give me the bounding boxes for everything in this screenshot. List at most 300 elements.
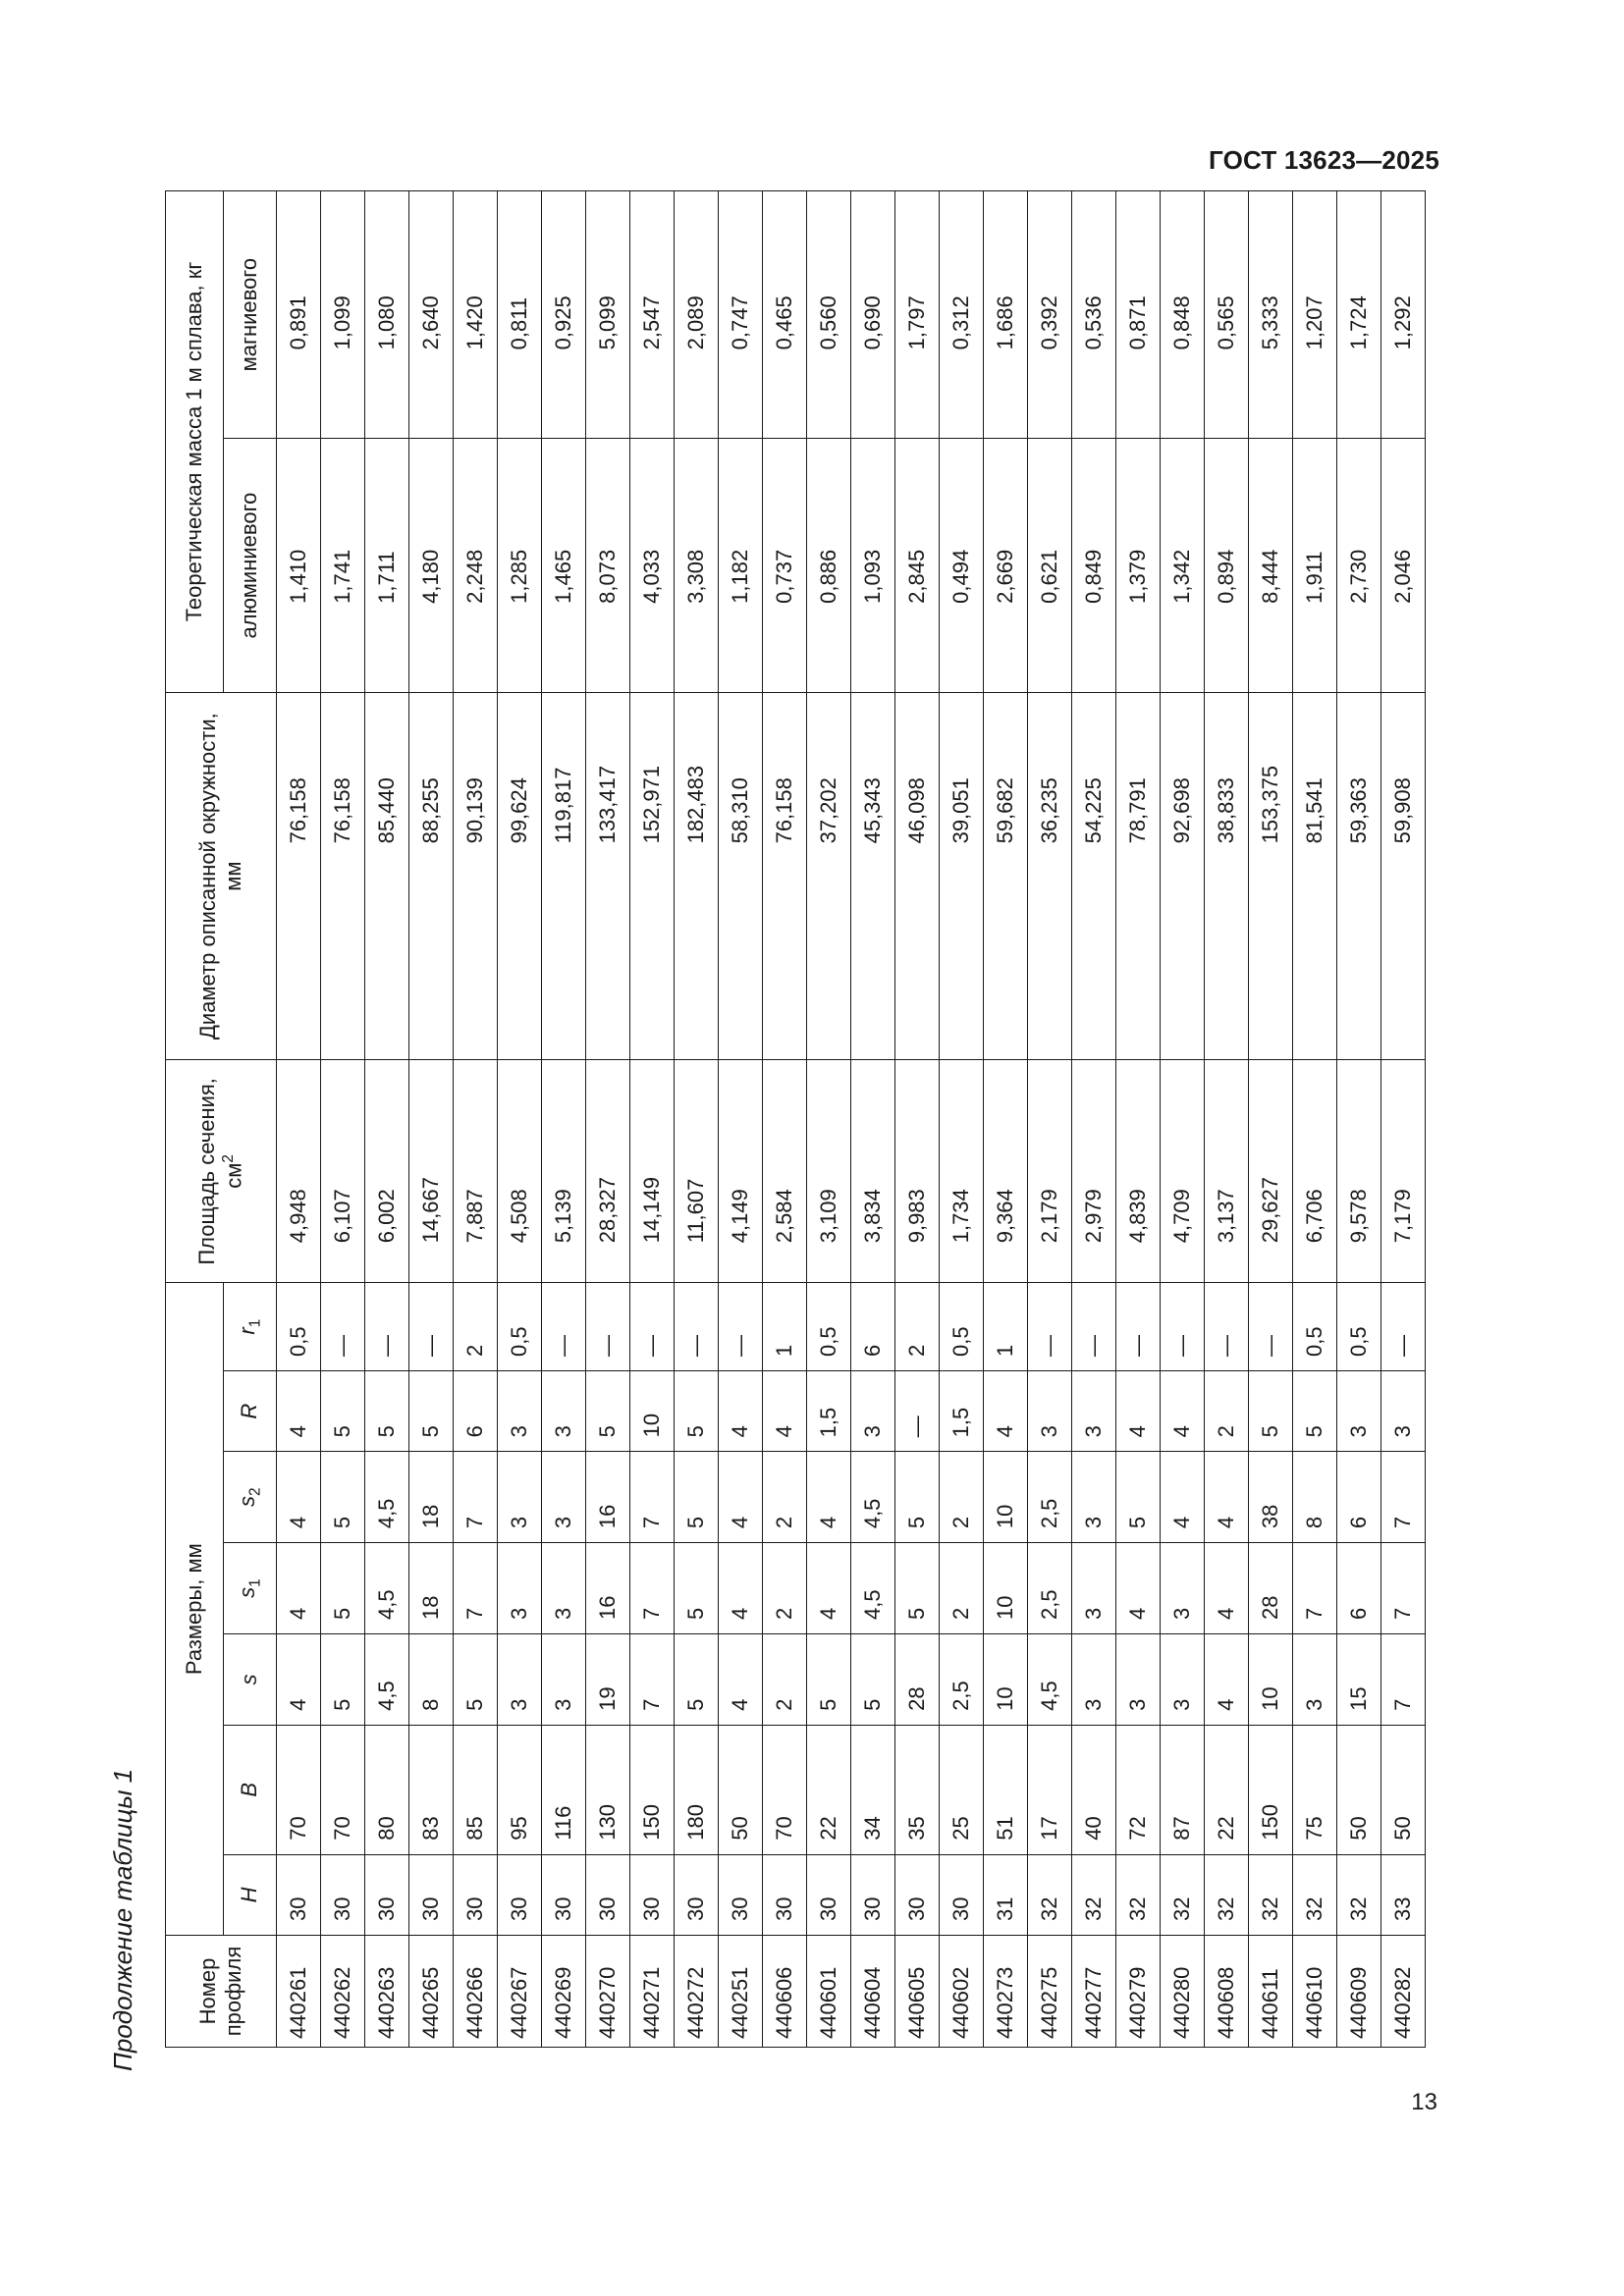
cell-H: 32 xyxy=(1205,1854,1249,1935)
cell-R: 5 xyxy=(409,1371,454,1452)
cell-H: 32 xyxy=(1072,1854,1116,1935)
table-row xyxy=(542,191,586,2048)
cell-s2: 3 xyxy=(498,1452,542,1543)
cell-aluminium: 0,621 xyxy=(1028,439,1072,693)
cell-r1: — xyxy=(365,1283,409,1371)
cell-magnesium: 0,690 xyxy=(851,191,895,439)
cell-s2: 4 xyxy=(277,1452,321,1543)
cell-aluminium: 0,886 xyxy=(807,439,851,693)
cell-s2: 4,5 xyxy=(851,1452,895,1543)
cell-magnesium: 0,891 xyxy=(277,191,321,439)
cell-R: 3 xyxy=(1381,1371,1426,1452)
header-s2-sub: 2 xyxy=(246,1487,264,1497)
header-R-text: R xyxy=(237,1403,262,1419)
cell-area: 28,327 xyxy=(586,1060,630,1283)
cell-R: 5 xyxy=(321,1371,365,1452)
cell-s1: 10 xyxy=(984,1543,1028,1634)
cell-s: 4,5 xyxy=(1028,1634,1072,1726)
cell-magnesium: 0,747 xyxy=(719,191,763,439)
cell-magnesium: 0,565 xyxy=(1205,191,1249,439)
cell-B: 35 xyxy=(895,1725,940,1854)
header-area xyxy=(166,1060,277,1283)
cell-s1: 7 xyxy=(454,1543,498,1634)
cell-profile: 440608 xyxy=(1205,1936,1249,2048)
cell-diameter: 59,908 xyxy=(1381,692,1426,1060)
cell-R: 4 xyxy=(763,1371,807,1452)
cell-r1: — xyxy=(409,1283,454,1371)
cell-s1: 3 xyxy=(1161,1543,1205,1634)
cell-area: 9,983 xyxy=(895,1060,940,1283)
cell-diameter: 38,833 xyxy=(1205,692,1249,1060)
cell-s: 3 xyxy=(1072,1634,1116,1726)
header-s-text: s xyxy=(237,1674,262,1685)
cell-aluminium: 2,730 xyxy=(1337,439,1381,693)
cell-B: 51 xyxy=(984,1725,1028,1854)
header-r1-text: r xyxy=(235,1327,260,1335)
cell-r1: — xyxy=(630,1283,675,1371)
table-row xyxy=(1337,191,1381,2048)
cell-profile: 440261 xyxy=(277,1936,321,2048)
cell-area: 29,627 xyxy=(1249,1060,1293,1283)
table-row xyxy=(1205,191,1249,2048)
cell-s2: 3 xyxy=(542,1452,586,1543)
cell-diameter: 119,817 xyxy=(542,692,586,1060)
cell-profile: 440270 xyxy=(586,1936,630,2048)
cell-profile: 440277 xyxy=(1072,1936,1116,2048)
table-row xyxy=(409,191,454,2048)
cell-magnesium: 1,080 xyxy=(365,191,409,439)
cell-s2: 5 xyxy=(895,1452,940,1543)
cell-R: 4 xyxy=(984,1371,1028,1452)
cell-profile: 440271 xyxy=(630,1936,675,2048)
cell-r1: 0,5 xyxy=(277,1283,321,1371)
table-caption: Продолжение таблицы 1 xyxy=(108,1768,137,2071)
cell-R: 3 xyxy=(851,1371,895,1452)
cell-s: 7 xyxy=(630,1634,675,1726)
cell-H: 32 xyxy=(1116,1854,1161,1935)
header-profile-number: Номер профиля xyxy=(166,1936,277,2048)
cell-profile: 440279 xyxy=(1116,1936,1161,2048)
cell-r1: — xyxy=(586,1283,630,1371)
cell-area: 9,578 xyxy=(1337,1060,1381,1283)
cell-r1: — xyxy=(1161,1283,1205,1371)
cell-R: 5 xyxy=(365,1371,409,1452)
cell-aluminium: 3,308 xyxy=(675,439,719,693)
cell-s1: 4 xyxy=(1116,1543,1161,1634)
document-code: ГОСТ 13623—2025 xyxy=(1209,145,1439,175)
cell-s2: 4 xyxy=(719,1452,763,1543)
cell-s1: 4,5 xyxy=(365,1543,409,1634)
cell-magnesium: 2,089 xyxy=(675,191,719,439)
cell-s: 8 xyxy=(409,1634,454,1726)
cell-r1: 1 xyxy=(763,1283,807,1371)
cell-area: 5,139 xyxy=(542,1060,586,1283)
cell-diameter: 133,417 xyxy=(586,692,630,1060)
cell-s: 5 xyxy=(454,1634,498,1726)
cell-r1: — xyxy=(1381,1283,1426,1371)
cell-B: 150 xyxy=(630,1725,675,1854)
cell-B: 72 xyxy=(1116,1725,1161,1854)
cell-magnesium: 0,465 xyxy=(763,191,807,439)
cell-profile: 440280 xyxy=(1161,1936,1205,2048)
cell-s: 3 xyxy=(498,1634,542,1726)
cell-area: 6,107 xyxy=(321,1060,365,1283)
cell-diameter: 58,310 xyxy=(719,692,763,1060)
cell-aluminium: 1,741 xyxy=(321,439,365,693)
cell-aluminium: 0,894 xyxy=(1205,439,1249,693)
cell-area: 4,709 xyxy=(1161,1060,1205,1283)
cell-area: 7,887 xyxy=(454,1060,498,1283)
header-s1-text: s xyxy=(235,1586,260,1598)
cell-R: 3 xyxy=(1028,1371,1072,1452)
header-H-text: H xyxy=(237,1887,262,1903)
header-s2-text: s xyxy=(235,1496,260,1508)
cell-diameter: 54,225 xyxy=(1072,692,1116,1060)
cell-r1: 2 xyxy=(454,1283,498,1371)
cell-B: 25 xyxy=(940,1725,984,1854)
cell-s2: 10 xyxy=(984,1452,1028,1543)
cell-H: 30 xyxy=(321,1854,365,1935)
cell-s1: 4 xyxy=(277,1543,321,1634)
header-R xyxy=(224,1371,277,1452)
cell-R: 1,5 xyxy=(807,1371,851,1452)
cell-s1: 5 xyxy=(321,1543,365,1634)
cell-R: 3 xyxy=(542,1371,586,1452)
cell-profile: 440609 xyxy=(1337,1936,1381,2048)
cell-R: 4 xyxy=(1116,1371,1161,1452)
cell-s1: 3 xyxy=(498,1543,542,1634)
cell-B: 116 xyxy=(542,1725,586,1854)
table-row xyxy=(851,191,895,2048)
cell-aluminium: 1,410 xyxy=(277,439,321,693)
cell-s: 3 xyxy=(1293,1634,1337,1726)
cell-profile: 440251 xyxy=(719,1936,763,2048)
cell-diameter: 85,440 xyxy=(365,692,409,1060)
cell-B: 95 xyxy=(498,1725,542,1854)
cell-s1: 7 xyxy=(630,1543,675,1634)
cell-s1: 7 xyxy=(1293,1543,1337,1634)
cell-H: 30 xyxy=(277,1854,321,1935)
cell-r1: — xyxy=(1028,1283,1072,1371)
cell-s2: 4 xyxy=(807,1452,851,1543)
cell-H: 30 xyxy=(719,1854,763,1935)
cell-aluminium: 8,444 xyxy=(1249,439,1293,693)
cell-diameter: 76,158 xyxy=(763,692,807,1060)
cell-area: 6,002 xyxy=(365,1060,409,1283)
cell-aluminium: 1,093 xyxy=(851,439,895,693)
cell-R: 3 xyxy=(1072,1371,1116,1452)
cell-r1: — xyxy=(719,1283,763,1371)
cell-B: 70 xyxy=(277,1725,321,1854)
table-row xyxy=(807,191,851,2048)
cell-R: 5 xyxy=(675,1371,719,1452)
cell-B: 70 xyxy=(763,1725,807,1854)
cell-diameter: 45,343 xyxy=(851,692,895,1060)
cell-s2: 18 xyxy=(409,1452,454,1543)
cell-diameter: 76,158 xyxy=(321,692,365,1060)
cell-s: 28 xyxy=(895,1634,940,1726)
cell-profile: 440273 xyxy=(984,1936,1028,2048)
cell-R: 10 xyxy=(630,1371,675,1452)
cell-area: 1,734 xyxy=(940,1060,984,1283)
cell-area: 14,667 xyxy=(409,1060,454,1283)
cell-H: 32 xyxy=(1293,1854,1337,1935)
cell-profile: 440266 xyxy=(454,1936,498,2048)
cell-magnesium: 2,547 xyxy=(630,191,675,439)
cell-s2: 8 xyxy=(1293,1452,1337,1543)
header-s2 xyxy=(224,1452,277,1543)
table-row xyxy=(675,191,719,2048)
cell-B: 130 xyxy=(586,1725,630,1854)
cell-profile: 440602 xyxy=(940,1936,984,2048)
cell-magnesium: 1,099 xyxy=(321,191,365,439)
cell-s: 3 xyxy=(1116,1634,1161,1726)
cell-magnesium: 1,797 xyxy=(895,191,940,439)
cell-R: 4 xyxy=(1161,1371,1205,1452)
cell-diameter: 36,235 xyxy=(1028,692,1072,1060)
cell-magnesium: 0,925 xyxy=(542,191,586,439)
table-row xyxy=(940,191,984,2048)
cell-B: 87 xyxy=(1161,1725,1205,1854)
cell-B: 83 xyxy=(409,1725,454,1854)
table-row xyxy=(1249,191,1293,2048)
table-row xyxy=(365,191,409,2048)
cell-s2: 5 xyxy=(675,1452,719,1543)
cell-magnesium: 0,560 xyxy=(807,191,851,439)
cell-H: 30 xyxy=(851,1854,895,1935)
cell-area: 4,508 xyxy=(498,1060,542,1283)
table-row xyxy=(1028,191,1072,2048)
cell-aluminium: 2,845 xyxy=(895,439,940,693)
cell-r1: 0,5 xyxy=(1337,1283,1381,1371)
cell-diameter: 99,624 xyxy=(498,692,542,1060)
cell-B: 50 xyxy=(719,1725,763,1854)
cell-H: 30 xyxy=(630,1854,675,1935)
cell-H: 30 xyxy=(675,1854,719,1935)
cell-r1: — xyxy=(1205,1283,1249,1371)
cell-diameter: 153,375 xyxy=(1249,692,1293,1060)
cell-s2: 4 xyxy=(1205,1452,1249,1543)
table-row xyxy=(719,191,763,2048)
cell-s: 3 xyxy=(1161,1634,1205,1726)
cell-B: 50 xyxy=(1381,1725,1426,1854)
cell-s2: 2,5 xyxy=(1028,1452,1072,1543)
cell-s: 7 xyxy=(1381,1634,1426,1726)
header-B xyxy=(224,1725,277,1854)
cell-magnesium: 0,312 xyxy=(940,191,984,439)
cell-R: 5 xyxy=(1249,1371,1293,1452)
cell-magnesium: 1,686 xyxy=(984,191,1028,439)
cell-s1: 18 xyxy=(409,1543,454,1634)
cell-s2: 4 xyxy=(1161,1452,1205,1543)
cell-diameter: 152,971 xyxy=(630,692,675,1060)
cell-R: — xyxy=(895,1371,940,1452)
cell-R: 6 xyxy=(454,1371,498,1452)
header-dimensions: Размеры, мм xyxy=(166,1283,224,1936)
cell-s: 3 xyxy=(542,1634,586,1726)
cell-R: 5 xyxy=(1293,1371,1337,1452)
cell-magnesium: 5,333 xyxy=(1249,191,1293,439)
cell-profile: 440610 xyxy=(1293,1936,1337,2048)
cell-B: 22 xyxy=(807,1725,851,1854)
header-H xyxy=(224,1854,277,1935)
cell-aluminium: 0,494 xyxy=(940,439,984,693)
cell-diameter: 46,098 xyxy=(895,692,940,1060)
cell-s1: 6 xyxy=(1337,1543,1381,1634)
cell-s1: 3 xyxy=(542,1543,586,1634)
table-row xyxy=(277,191,321,2048)
cell-s2: 2 xyxy=(763,1452,807,1543)
cell-s1: 2,5 xyxy=(1028,1543,1072,1634)
cell-aluminium: 1,379 xyxy=(1116,439,1161,693)
cell-s: 5 xyxy=(675,1634,719,1726)
cell-magnesium: 5,099 xyxy=(586,191,630,439)
cell-r1: 6 xyxy=(851,1283,895,1371)
header-magnesium: магниевого xyxy=(224,191,277,439)
cell-aluminium: 4,033 xyxy=(630,439,675,693)
cell-magnesium: 0,536 xyxy=(1072,191,1116,439)
cell-R: 4 xyxy=(277,1371,321,1452)
cell-diameter: 81,541 xyxy=(1293,692,1337,1060)
cell-profile: 440272 xyxy=(675,1936,719,2048)
header-diameter: Диаметр описанной окружности, мм xyxy=(166,692,277,1060)
profiles-table xyxy=(165,190,1426,2048)
cell-B: 70 xyxy=(321,1725,365,1854)
table-row xyxy=(763,191,807,2048)
cell-s2: 7 xyxy=(1381,1452,1426,1543)
cell-s2: 38 xyxy=(1249,1452,1293,1543)
table-row xyxy=(321,191,365,2048)
table-row xyxy=(498,191,542,2048)
cell-area: 14,149 xyxy=(630,1060,675,1283)
cell-magnesium: 1,207 xyxy=(1293,191,1337,439)
cell-R: 2 xyxy=(1205,1371,1249,1452)
cell-B: 34 xyxy=(851,1725,895,1854)
cell-s1: 3 xyxy=(1072,1543,1116,1634)
cell-s2: 4,5 xyxy=(365,1452,409,1543)
table-row xyxy=(454,191,498,2048)
cell-r1: — xyxy=(675,1283,719,1371)
cell-profile: 440262 xyxy=(321,1936,365,2048)
cell-r1: — xyxy=(1072,1283,1116,1371)
table-row xyxy=(1116,191,1161,2048)
cell-H: 30 xyxy=(542,1854,586,1935)
cell-s1: 2 xyxy=(940,1543,984,1634)
cell-aluminium: 0,737 xyxy=(763,439,807,693)
cell-area: 2,179 xyxy=(1028,1060,1072,1283)
cell-r1: — xyxy=(321,1283,365,1371)
cell-s1: 2 xyxy=(763,1543,807,1634)
cell-s1: 5 xyxy=(675,1543,719,1634)
table-row xyxy=(984,191,1028,2048)
cell-H: 30 xyxy=(586,1854,630,1935)
cell-H: 30 xyxy=(409,1854,454,1935)
cell-H: 33 xyxy=(1381,1854,1426,1935)
cell-magnesium: 2,640 xyxy=(409,191,454,439)
cell-H: 30 xyxy=(454,1854,498,1935)
table-row xyxy=(1381,191,1426,2048)
table-row xyxy=(1072,191,1116,2048)
cell-profile: 440275 xyxy=(1028,1936,1072,2048)
cell-profile: 440282 xyxy=(1381,1936,1426,2048)
cell-s: 5 xyxy=(321,1634,365,1726)
cell-s: 4 xyxy=(1205,1634,1249,1726)
cell-area: 9,364 xyxy=(984,1060,1028,1283)
cell-area: 6,706 xyxy=(1293,1060,1337,1283)
cell-s: 10 xyxy=(1249,1634,1293,1726)
cell-r1: 0,5 xyxy=(498,1283,542,1371)
cell-s: 5 xyxy=(851,1634,895,1726)
cell-r1: 0,5 xyxy=(940,1283,984,1371)
cell-s1: 4 xyxy=(719,1543,763,1634)
cell-aluminium: 2,669 xyxy=(984,439,1028,693)
cell-diameter: 59,363 xyxy=(1337,692,1381,1060)
cell-magnesium: 0,392 xyxy=(1028,191,1072,439)
header-r1-sub: 1 xyxy=(246,1318,264,1328)
table-body xyxy=(277,191,1426,2048)
cell-R: 5 xyxy=(586,1371,630,1452)
cell-H: 30 xyxy=(807,1854,851,1935)
cell-area: 3,834 xyxy=(851,1060,895,1283)
header-area-text: Площадь сечения, см xyxy=(193,1078,246,1265)
cell-H: 32 xyxy=(1028,1854,1072,1935)
cell-aluminium: 1,711 xyxy=(365,439,409,693)
cell-s2: 7 xyxy=(454,1452,498,1543)
cell-aluminium: 1,342 xyxy=(1161,439,1205,693)
cell-s: 5 xyxy=(807,1634,851,1726)
cell-profile: 440265 xyxy=(409,1936,454,2048)
cell-diameter: 182,483 xyxy=(675,692,719,1060)
rotated-table-block xyxy=(101,187,1415,2071)
cell-r1: 2 xyxy=(895,1283,940,1371)
cell-r1: 0,5 xyxy=(1293,1283,1337,1371)
cell-profile: 440605 xyxy=(895,1936,940,2048)
cell-s2: 3 xyxy=(1072,1452,1116,1543)
header-s xyxy=(224,1634,277,1726)
cell-r1: 0,5 xyxy=(807,1283,851,1371)
cell-s1: 4 xyxy=(807,1543,851,1634)
cell-aluminium: 2,046 xyxy=(1381,439,1426,693)
cell-profile: 440267 xyxy=(498,1936,542,2048)
cell-s2: 2 xyxy=(940,1452,984,1543)
cell-H: 32 xyxy=(1161,1854,1205,1935)
cell-diameter: 90,139 xyxy=(454,692,498,1060)
cell-aluminium: 0,849 xyxy=(1072,439,1116,693)
cell-r1: — xyxy=(1116,1283,1161,1371)
cell-B: 80 xyxy=(365,1725,409,1854)
cell-B: 40 xyxy=(1072,1725,1116,1854)
cell-s: 4 xyxy=(719,1634,763,1726)
cell-B: 150 xyxy=(1249,1725,1293,1854)
cell-s2: 5 xyxy=(321,1452,365,1543)
cell-s: 4 xyxy=(277,1634,321,1726)
cell-profile: 440601 xyxy=(807,1936,851,2048)
table-row xyxy=(1161,191,1205,2048)
cell-B: 50 xyxy=(1337,1725,1381,1854)
cell-diameter: 37,202 xyxy=(807,692,851,1060)
cell-r1: — xyxy=(1249,1283,1293,1371)
header-s1 xyxy=(224,1543,277,1634)
table-row xyxy=(1293,191,1337,2048)
cell-H: 30 xyxy=(940,1854,984,1935)
header-mass: Теоретическая масса 1 м сплава, кг xyxy=(166,191,224,693)
cell-diameter: 78,791 xyxy=(1116,692,1161,1060)
header-s1-sub: 1 xyxy=(246,1578,264,1587)
cell-profile: 440269 xyxy=(542,1936,586,2048)
cell-area: 3,109 xyxy=(807,1060,851,1283)
cell-H: 32 xyxy=(1337,1854,1381,1935)
table-row xyxy=(586,191,630,2048)
